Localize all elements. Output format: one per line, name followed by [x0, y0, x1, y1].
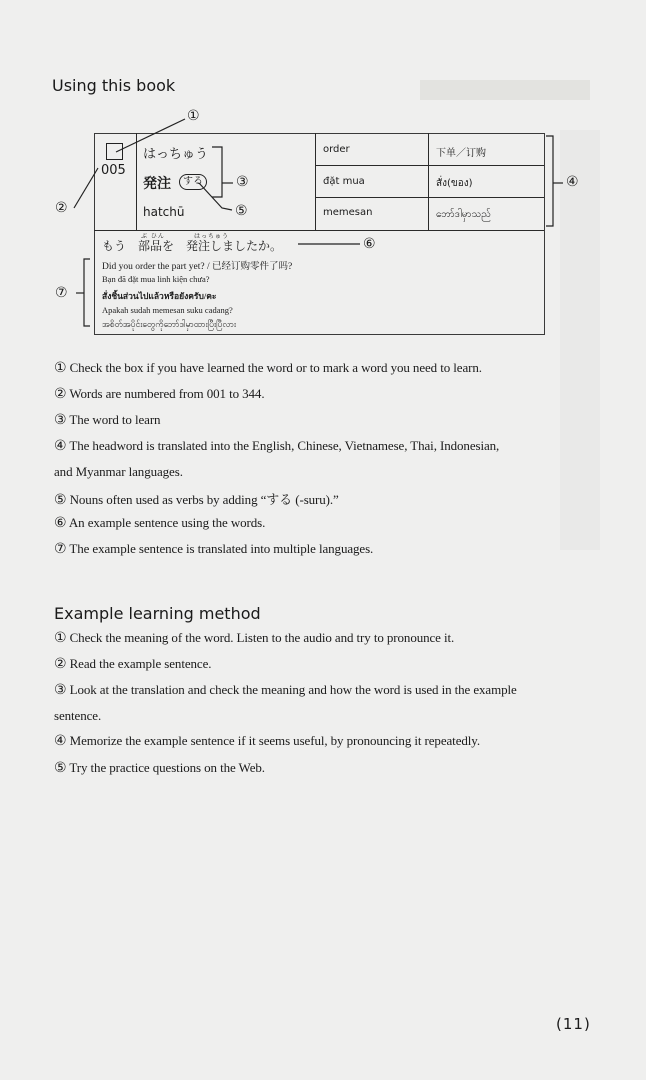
method-step: ② Read the example sentence. — [54, 656, 212, 672]
explanation-item: ⑤ Nouns often used as verbs by adding “する (-suru).” — [54, 492, 339, 508]
explanation-item: ④ The headword is translated into the English, Chinese, Vietnamese, Thai, Indonesian, — [54, 438, 500, 454]
translation-thai: สั่ง(ของ) — [436, 178, 473, 189]
translation-chinese: 下单／订购 — [436, 148, 486, 159]
example-translation: Did you order the part yet? / 已经订购零件了吗? — [102, 262, 293, 272]
example-sentence: もう 部品を 発注しましたか。 — [102, 239, 283, 253]
example-translation: အစိတ်အပိုင်းတွေကိုဘော်ဒါမှာထားပြီးပြီလား — [102, 319, 237, 329]
method-step: ⑤ Try the practice questions on the Web. — [54, 760, 265, 776]
word-number: 005 — [101, 163, 126, 178]
explanation-item: ① Check the box if you have learned the word or to mark a word you need to learn. — [54, 360, 482, 376]
word-romaji: hatchū — [143, 205, 185, 219]
explanation-item: ⑦ The example sentence is translated into multiple languages. — [54, 541, 374, 557]
heading-using-this-book: Using this book — [52, 76, 176, 95]
translation-english: order — [323, 144, 350, 155]
furigana-hatchu: はっちゅう — [194, 233, 230, 240]
callout-lines — [0, 0, 646, 360]
marker-5: ⑤ — [235, 203, 248, 219]
method-step: sentence. — [54, 708, 102, 723]
suru-badge: する — [179, 174, 207, 190]
method-step: ④ Memorize the example sentence if it seems useful, by pronouncing it repeatedly. — [54, 733, 480, 749]
translation-vietnamese: đặt mua — [323, 176, 365, 187]
explanation-item: ⑥ An example sentence using the words. — [54, 515, 266, 531]
method-step: ③ Look at the translation and check the meaning and how the word is used in the example — [54, 682, 517, 698]
translation-myanmar: ဘော်ဒါမှာသည် — [436, 209, 491, 220]
explanation-item: ② Words are numbered from 001 to 344. — [54, 386, 265, 402]
marker-4: ④ — [566, 174, 579, 190]
word-reading: はっちゅう — [143, 147, 209, 162]
method-step: ① Check the meaning of the word. Listen to the audio and try to pronounce it. — [54, 630, 455, 646]
explanation-item: ③ The word to learn — [54, 412, 161, 428]
furigana-buhin: ぶ ひん — [141, 233, 165, 240]
page-number: (11) — [556, 1015, 591, 1033]
explanation-item: and Myanmar languages. — [54, 464, 183, 479]
heading-example-learning-method: Example learning method — [54, 604, 261, 623]
word-kanji: 発注 — [143, 176, 171, 192]
marker-1: ① — [187, 108, 200, 124]
marker-6: ⑥ — [363, 236, 376, 252]
example-translation: Apakah sudah memesan suku cadang? — [102, 305, 233, 315]
example-translation: สั่งชิ้นส่วนไปแล้วหรือยังครับ/คะ — [102, 291, 217, 301]
marker-7: ⑦ — [55, 285, 68, 301]
marker-3: ③ — [236, 174, 249, 190]
example-translation: Bạn đã đặt mua linh kiện chưa? — [102, 274, 210, 284]
marker-2: ② — [55, 200, 68, 216]
translation-indonesian: memesan — [323, 207, 373, 218]
